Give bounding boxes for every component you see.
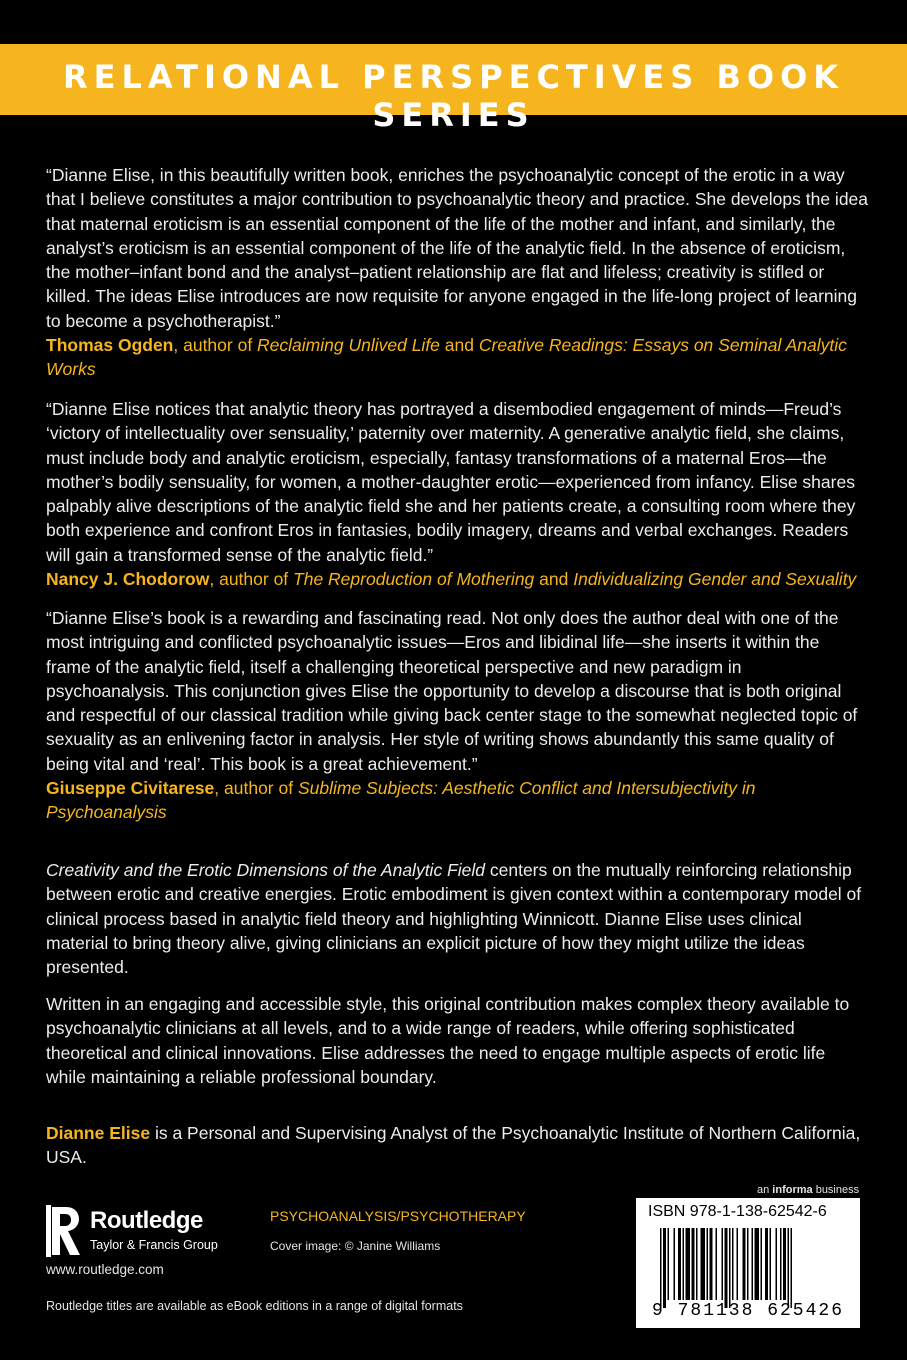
publisher-name: Routledge bbox=[90, 1207, 203, 1234]
barcode-bar bbox=[686, 1228, 691, 1300]
barcode-bar bbox=[761, 1228, 763, 1300]
endorsement-attribution bbox=[46, 776, 868, 825]
author-bio bbox=[46, 1121, 868, 1170]
barcode-bar bbox=[788, 1228, 790, 1308]
barcode-bar bbox=[668, 1228, 670, 1300]
book-title: Creative Readings: Essays on Seminal Analytic Works bbox=[46, 335, 847, 380]
informa-business-label bbox=[757, 1184, 859, 1196]
publisher-website[interactable]: www.routledge.com bbox=[46, 1262, 164, 1277]
routledge-r-icon bbox=[46, 1205, 82, 1257]
informa-brand: informa bbox=[772, 1184, 813, 1196]
endorser-name: Thomas Ogden bbox=[46, 335, 174, 356]
isbn-barcode bbox=[636, 1198, 860, 1328]
barcode-bar bbox=[725, 1228, 728, 1308]
barcode-bar bbox=[732, 1228, 734, 1300]
barcode-bar bbox=[722, 1228, 724, 1300]
and-text: and bbox=[534, 569, 574, 590]
barcode-bar bbox=[674, 1228, 676, 1300]
endorsement-chodorow bbox=[46, 397, 868, 591]
barcode-bar bbox=[696, 1228, 698, 1300]
endorsement-civitarese bbox=[46, 606, 868, 825]
isbn-label: ISBN 978-1-138-62542-6 bbox=[648, 1203, 827, 1220]
routledge-logo bbox=[46, 1205, 246, 1260]
category-label: PSYCHOANALYSIS/PSYCHOTHERAPY bbox=[270, 1208, 526, 1224]
description-book-title: Creativity and the Erotic Dimensions of the Analytic Field bbox=[46, 860, 485, 880]
author-bio-text: is a Personal and Supervising Analyst of the Psychoanalytic Institute of Northern California, USA. bbox=[46, 1123, 861, 1168]
barcode-bar bbox=[710, 1228, 713, 1300]
description-para-1-text: centers on the mutually reinforcing relationship between erotic and creative energies. Erotic embodiment is given context within a contemporary model of clinical process based in analytic field theory and highlighting Winnicott. Dianne Elise uses clinical material to bring theory alive, giving clinicians an explicit picture of how they might utilize the ideas presented. bbox=[46, 860, 862, 978]
barcode-bar bbox=[683, 1228, 685, 1300]
description-para-2: Written in an engaging and accessible style, this original contribution makes complex theory available to psychoanalytic clinicians at all levels, and to a wide range of readers, while offering sophisticated theoretical and clinical innovations. Elise addresses the need to engage multiple aspects of erotic life while maintaining a reliable professional boundary. bbox=[46, 994, 850, 1087]
barcode-bar bbox=[783, 1228, 786, 1300]
barcode-bar bbox=[747, 1228, 749, 1300]
barcode-bar bbox=[780, 1228, 782, 1300]
book-title: Sublime Subjects: Aesthetic Conflict and Intersubjectivity in Psychoanalysis bbox=[46, 778, 756, 823]
and-text: and bbox=[439, 335, 479, 356]
barcode-bar bbox=[692, 1228, 695, 1300]
barcode-bar bbox=[660, 1228, 662, 1308]
author-of-text: , author of bbox=[209, 569, 294, 590]
book-title: Reclaiming Unlived Life bbox=[257, 335, 440, 356]
cover-credit: Cover image: © Janine Williams bbox=[270, 1239, 441, 1253]
series-title: RELATIONAL PERSPECTIVES BOOK SERIES bbox=[62, 58, 845, 134]
endorsement-attribution bbox=[46, 333, 868, 382]
barcode-bar bbox=[663, 1228, 666, 1308]
book-title: Individualizing Gender and Sexuality bbox=[573, 569, 857, 590]
endorsement-attribution bbox=[46, 567, 868, 591]
isbn-digits: 9 781138 625426 bbox=[651, 1301, 845, 1321]
endorsement-quote: “Dianne Elise notices that analytic theory has portrayed a disembodied engagement of minds—Freud’s ‘victory of intellectuality over sensuality,’ paternity over maternity. A generative analytic field, she claims, must include body and analytic eroticism, especially, fantasy transformations of a maternal Eros—the mother’s bodily sensuality, for women, a mother-daughter erotic—experienced from infancy. Elise shares palpably alive descriptions of the analytic field she and her patients create, a consulting room where they both experience and confront Eros in fantasies, bodily imagery, dreams and verbal exchanges. Readers will gain a transformed sense of the analytic field.” bbox=[46, 399, 856, 565]
endorser-name: Nancy J. Chodorow bbox=[46, 569, 210, 590]
description-para-1 bbox=[46, 858, 868, 979]
barcode-bar bbox=[755, 1228, 760, 1300]
barcode-bar bbox=[791, 1228, 793, 1308]
barcode-bar bbox=[707, 1228, 709, 1300]
endorsement-quote: “Dianne Elise’s book is a rewarding and fascinating read. Not only does the author deal with one of the most intriguing and conflicted psychoanalytic issues—Eros and libidinal life—she inserts it within the frame of the analytic field, itself a challenging theoretical perspective and new paradigm in psychoanalysis. This conjunction gives Elise the opportunity to develop a discourse that is both original and respectful of our classical tradition while giving back center stage to the somewhat neglected topic of sexuality as an enlivening factor in analysis. Her style of writing shows abundantly this same quality of being vital and ‘real’. This book is a great achievement.” bbox=[46, 608, 858, 774]
barcode-bar bbox=[729, 1228, 731, 1308]
author-name: Dianne Elise bbox=[46, 1123, 151, 1143]
series-banner bbox=[0, 44, 907, 134]
barcode-bar bbox=[716, 1228, 718, 1300]
endorsement-quote: “Dianne Elise, in this beautifully written book, enriches the psychoanalytic concept of the erotic in a way that I believe constitutes a major contribution to psychoanalytic theory and practice. She develops the idea that maternal eroticism is an essential component of the life of the mother and infant, and similarly, the analyst’s eroticism is an essential component of the life of the analytic field. In the absence of eroticism, the mother–infant bond and the analyst–patient relationship are flat and lifeless; creativity is stifled or killed. The ideas Elise introduces are now requisite for anyone engaged in the life-long project of learning to become a psychotherapist.” bbox=[46, 165, 869, 331]
author-of-text: , author of bbox=[214, 778, 298, 799]
barcode-bar bbox=[776, 1228, 778, 1300]
informa-suffix: business bbox=[812, 1184, 860, 1196]
barcode-bar bbox=[701, 1228, 706, 1300]
informa-prefix: an bbox=[757, 1184, 773, 1196]
barcode-bar bbox=[678, 1228, 681, 1300]
book-description-2 bbox=[46, 992, 868, 1089]
book-description bbox=[46, 858, 868, 979]
ebook-note: Routledge titles are available as eBook editions in a range of digital formats bbox=[46, 1299, 463, 1313]
barcode-bar bbox=[770, 1228, 772, 1300]
endorser-name: Giuseppe Civitarese bbox=[46, 778, 215, 799]
publisher-subtitle: Taylor & Francis Group bbox=[90, 1238, 218, 1252]
barcode-bar bbox=[752, 1228, 754, 1300]
author-of-text: , author of bbox=[173, 335, 258, 356]
barcode-bar bbox=[737, 1228, 739, 1300]
barcode-bar bbox=[743, 1228, 746, 1300]
book-title: The Reproduction of Mothering bbox=[293, 569, 535, 590]
endorsement-ogden bbox=[46, 163, 868, 382]
barcode-bar bbox=[765, 1228, 768, 1300]
